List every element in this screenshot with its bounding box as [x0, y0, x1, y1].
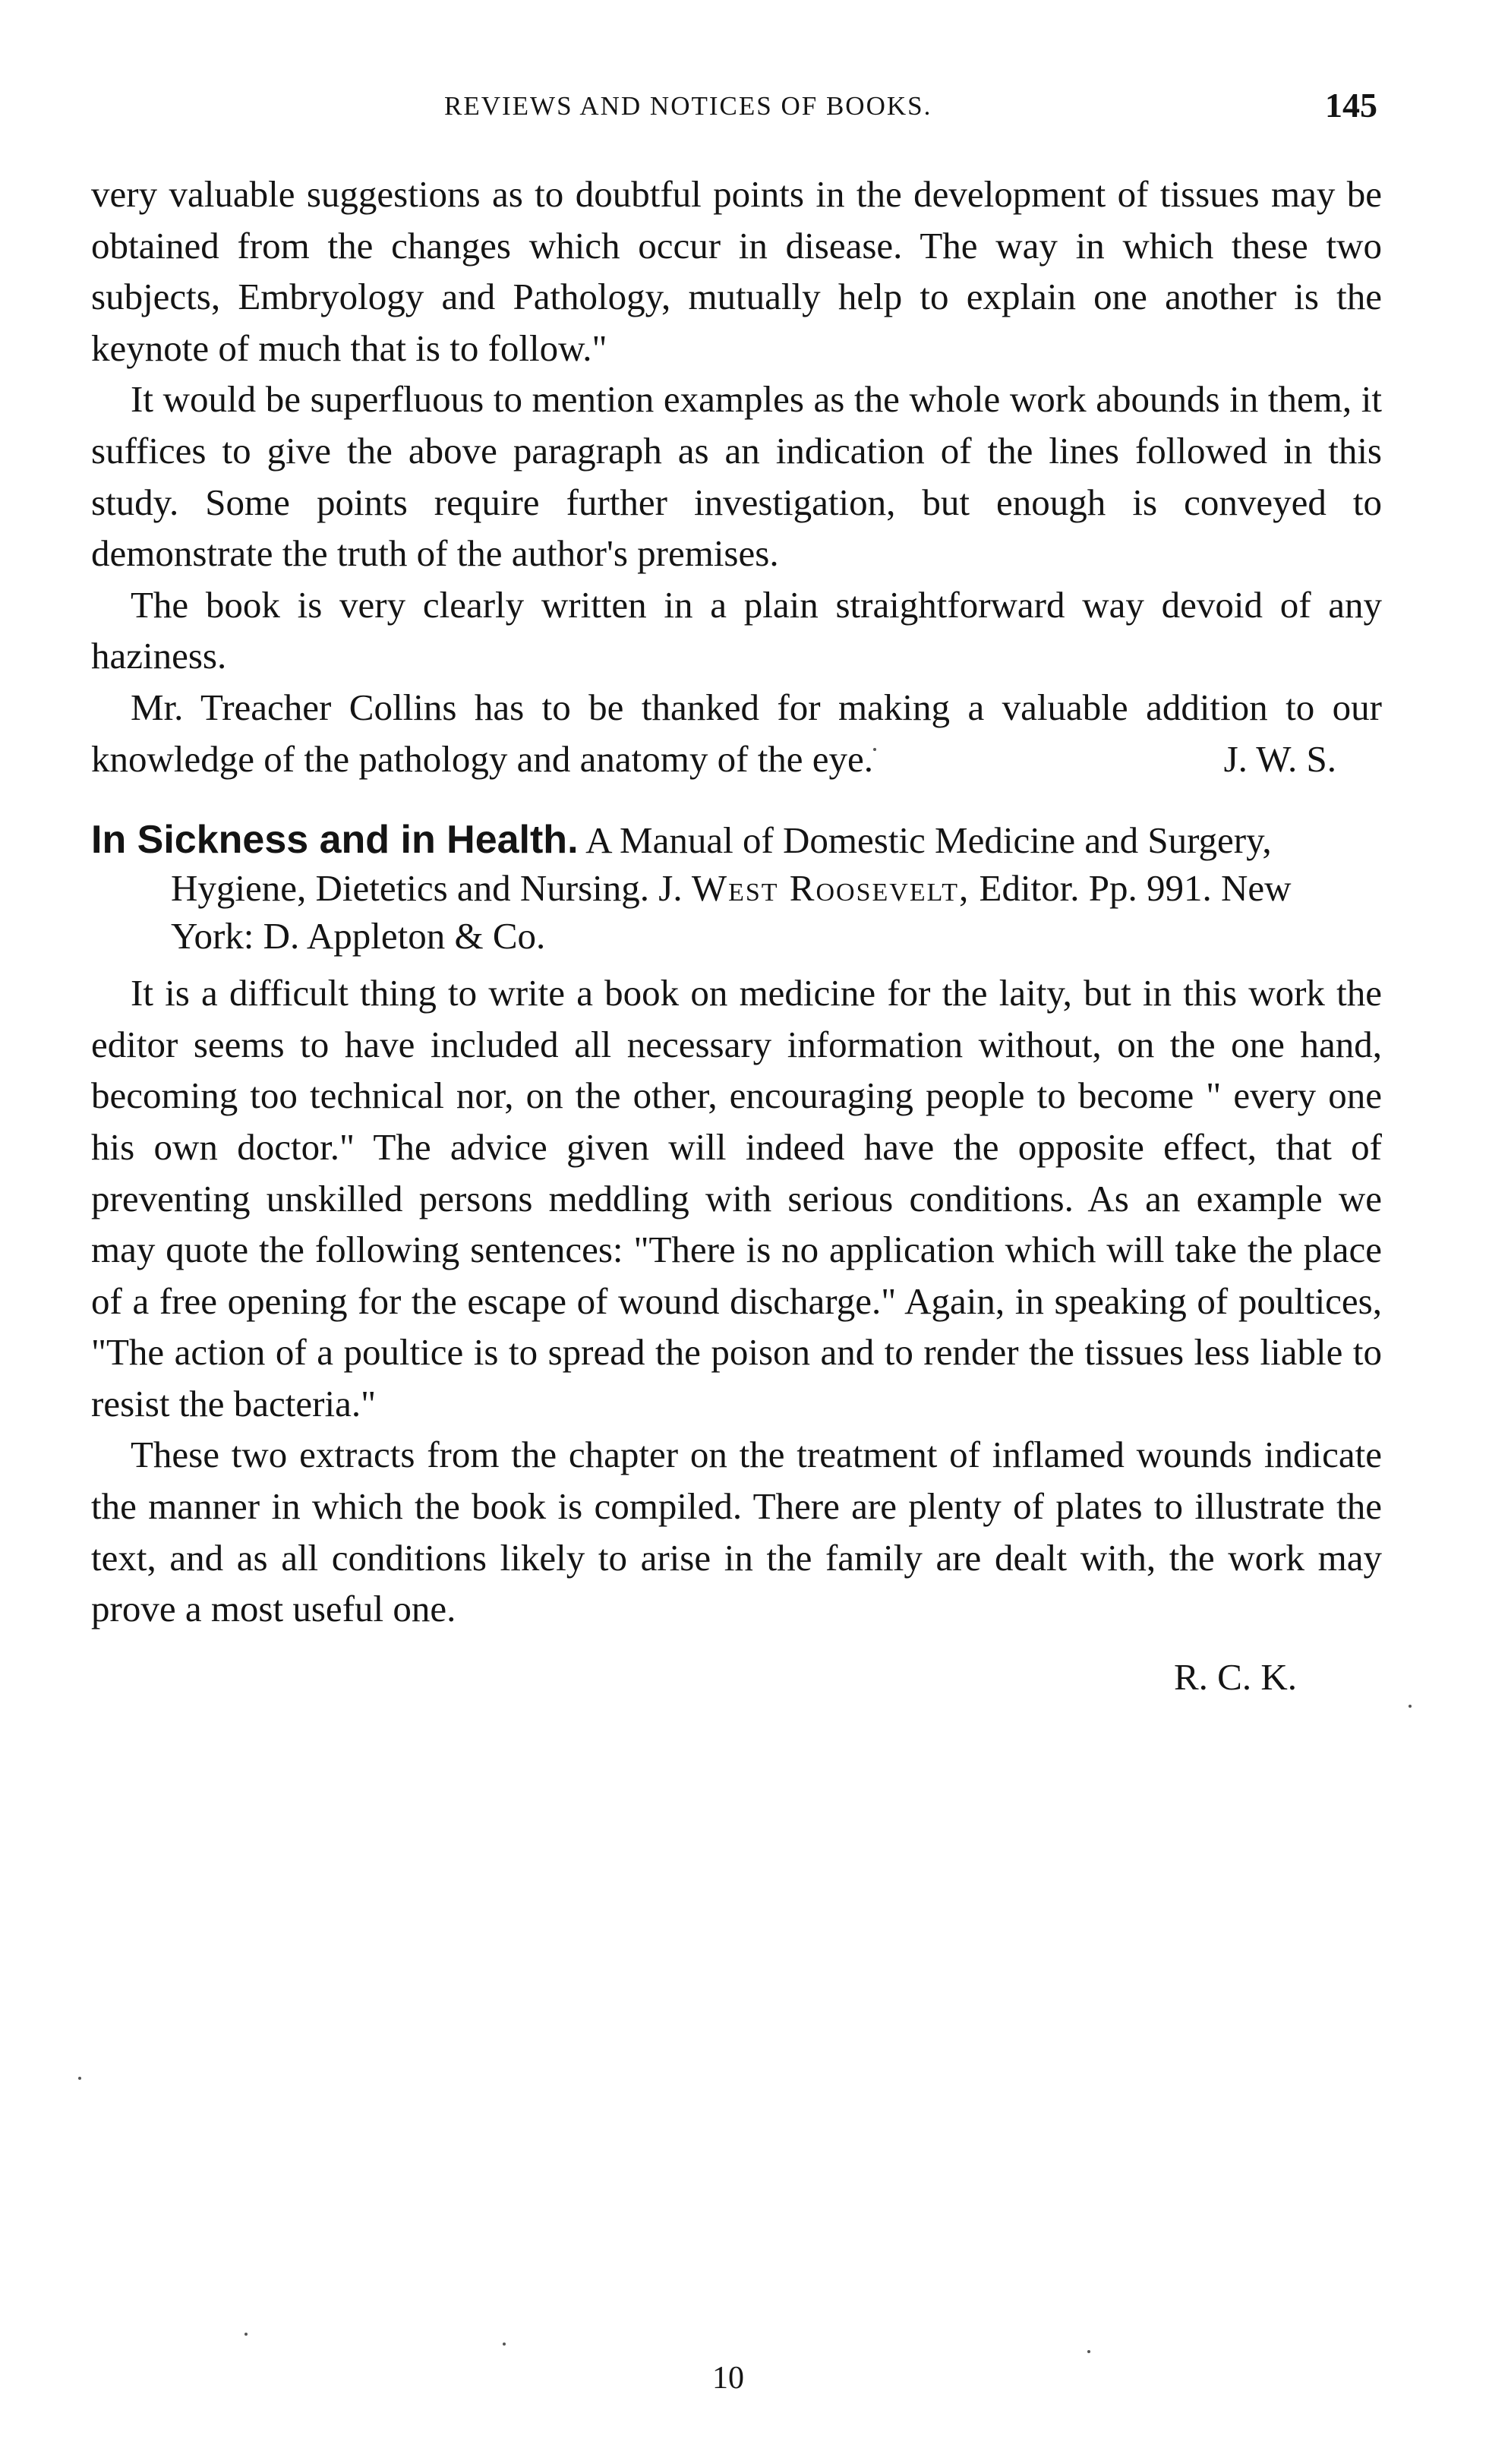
scan-speck: [873, 748, 876, 751]
scan-speck: [503, 2343, 506, 2346]
book-editor-name: West Roosevelt,: [691, 867, 970, 910]
reviewer-signature: R. C. K.: [1173, 1655, 1297, 1698]
scan-speck: [1087, 2350, 1090, 2353]
review-paragraph: It would be superfluous to mention examples as the whole work abounds in them, it suffices to give the above paragraph as an indication of the lines followed in this study. Some points require further investigation, but enough is conveyed to demonstrate the truth of the author's premises.: [91, 378, 1382, 575]
book-title: In Sickness and in Health.: [91, 818, 579, 863]
review-paragraph-with-signature: [91, 682, 1382, 784]
book-subtitle: A Manual of Domestic Medicine and Surgery, Hygiene, Dietetics and Nursing. J.: [171, 819, 1272, 910]
scan-speck: [78, 2077, 81, 2080]
reviewer-signature: J. W. S.: [1223, 737, 1336, 780]
review-paragraph: It is a difficult thing to write a book on medicine for the laity, but in this work the editor seems to have included all necessary information without, on the one hand, becoming too technical nor, on the other, encouraging people to become " every one his own doctor." The advice given will indeed have the opposite effect, that of preventing unskilled persons meddling with serious conditions. As an example we may quote the following sentences: "There is no application which will take the place of a free opening for the escape of wound discharge." Again, in speaking of poultices, "The action of a poultice is to spread the poison and to render the tissues less liable to resist the bacteria.": [91, 972, 1382, 1424]
scan-speck: [1409, 1705, 1412, 1708]
running-header-title: REVIEWS AND NOTICES OF BOOKS.: [444, 91, 932, 121]
scan-speck: [244, 2333, 248, 2336]
book-heading: [91, 816, 1382, 960]
printer-signature-mark: 10: [712, 2361, 744, 2396]
page-body: [91, 169, 1382, 1702]
review-paragraph: These two extracts from the chapter on the treatment of inflamed wounds indicate the manner in which the book is compiled. There are plenty of plates to illustrate the text, and as all conditions likely to arise in the family are dealt with, the work may prove a most useful one.: [91, 1434, 1382, 1630]
review-paragraph: very valuable suggestions as to doubtful points in the development of tissues may be obtained from the changes which occur in disease. The way in which these two subjects, Embryology and Pathology, mutually help to explain one another is the keynote of much that is to follow.": [91, 173, 1382, 369]
book-publication-info: Editor. Pp. 991. New York: D. Appleton & Co.: [171, 867, 1292, 958]
page-number: 145: [1325, 86, 1377, 125]
review-paragraph-text: Mr. Treacher Collins has to be thanked for making a valuable addition to our knowledge of the pathology and anatomy of the eye.: [91, 686, 1382, 780]
review-paragraph: The book is very clearly written in a plain straightforward way devoid of any haziness.: [91, 583, 1382, 677]
